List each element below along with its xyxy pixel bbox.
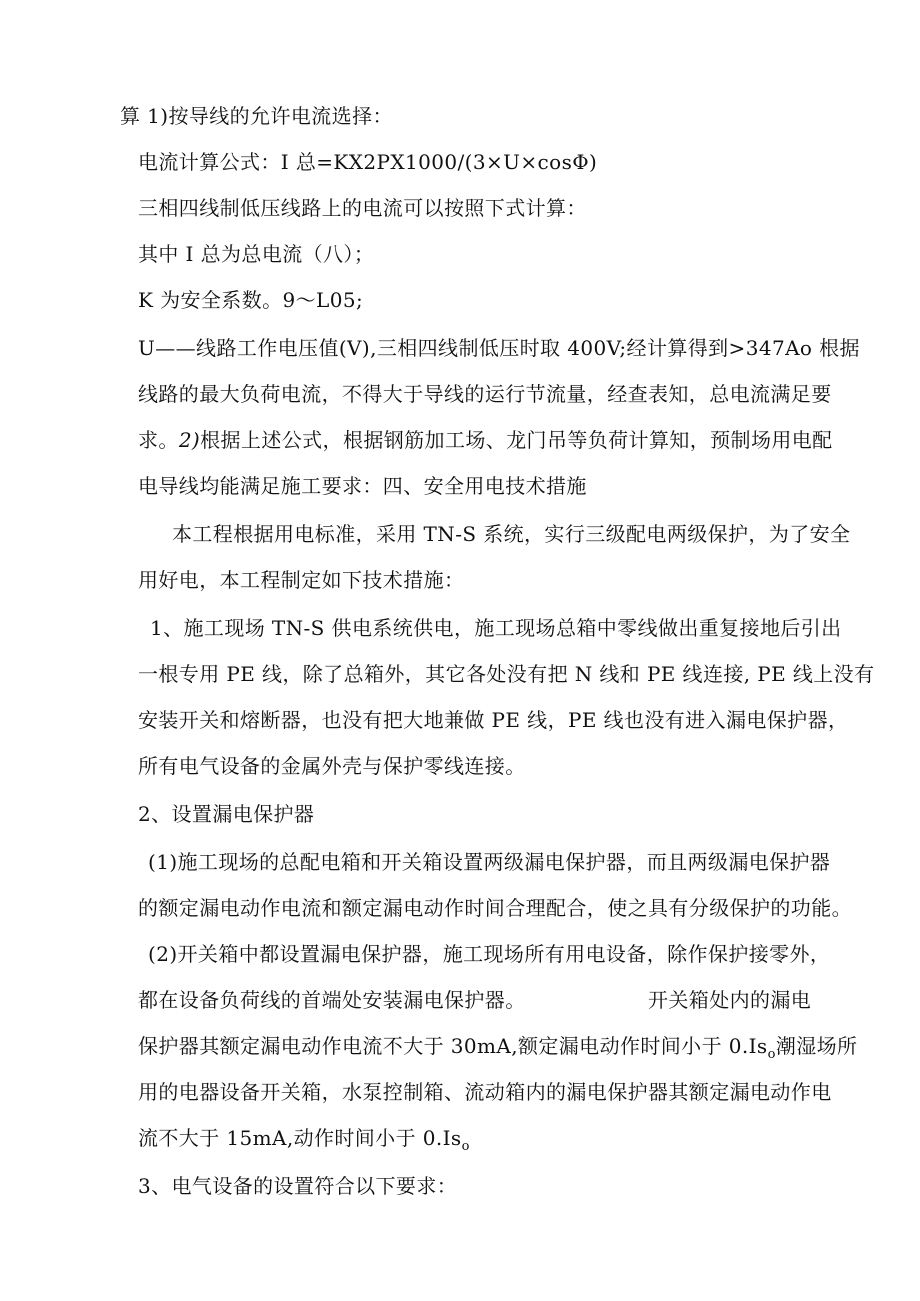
text-line: 都在设备负荷线的首端处安装漏电保护器。 <box>138 988 526 1012</box>
text-line: 的额定漏电动作电流和额定漏电动作时间合理配合，使之具有分级保护的功能。 <box>138 896 852 920</box>
text-span: 保护器其额定漏电动作电流不大于 30mA,额定漏电动作时间小于 0.Is <box>138 1034 768 1058</box>
text-line: 所有电气设备的金属外壳与保护零线连接。 <box>138 754 526 778</box>
text-line: 一根专用 PE 线，除了总箱外，其它各处没有把 N 线和 PE 线连接, PE 线上没有 <box>138 662 875 686</box>
text-line: (2)开关箱中都设置漏电保护器，施工现场所有用电设备，除作保护接零外， <box>148 942 831 966</box>
subscript-text: o <box>461 1139 470 1154</box>
text-line: 3、电气设备的设置符合以下要求： <box>138 1174 458 1198</box>
text-line: (1)施工现场的总配电箱和开关箱设置两级漏电保护器，而且两级漏电保护器 <box>148 850 831 874</box>
text-line: 三相四线制低压线路上的电流可以按照下式计算： <box>138 196 587 220</box>
text-line: 本工程根据用电标准，采用 TN-S 系统，实行三级配电两级保护，为了安全 <box>172 522 851 546</box>
text-span: 求。 <box>138 428 179 452</box>
text-line: K 为安全系数。9～L05; <box>138 288 364 312</box>
text-line: 用的电器设备开关箱，水泵控制箱、流动箱内的漏电保护器其额定漏电动作电 <box>138 1080 832 1104</box>
text-line <box>138 426 833 454</box>
text-line: 2、设置漏电保护器 <box>138 802 315 826</box>
text-line: 电导线均能满足施工要求：四、安全用电技术措施 <box>138 474 587 498</box>
text-span: 潮湿场所 <box>775 1034 858 1058</box>
text-line: 其中 I 总为总电流（八）； <box>138 242 375 266</box>
text-span: 流不大于 15mA,动作时间小于 0.Is <box>138 1126 462 1150</box>
text-line: 电流计算公式：I 总=KX2PX1000/(3×U×cosΦ) <box>138 150 598 174</box>
text-line: 安装开关和熔断器，也没有把大地兼做 PE 线，PE 线也没有进入漏电保护器， <box>138 708 849 732</box>
text-line: 开关箱处内的漏电 <box>648 988 812 1012</box>
text-line <box>138 1124 470 1161</box>
text-line: U——线路工作电压值(V),三相四线制低压时取 400V;经计算得到>347Ao 根据 <box>138 336 860 360</box>
text-line: 用好电，本工程制定如下技术措施： <box>138 568 465 592</box>
text-line: 算 1)按导线的允许电流选择： <box>120 104 393 128</box>
text-line: 线路的最大负荷电流，不得大于导线的运行节流量，经查表知，总电流满足要 <box>138 382 832 406</box>
italic-text-span: 2) <box>178 428 201 452</box>
subscript-text: o <box>767 1047 776 1062</box>
text-line <box>138 1032 857 1069</box>
text-span: 根据上述公式，根据钢筋加工场、龙门吊等负荷计算知，预制场用电配 <box>200 428 833 452</box>
text-line: 1、施工现场 TN-S 供电系统供电，施工现场总箱中零线做出重复接地后引出 <box>150 616 842 640</box>
